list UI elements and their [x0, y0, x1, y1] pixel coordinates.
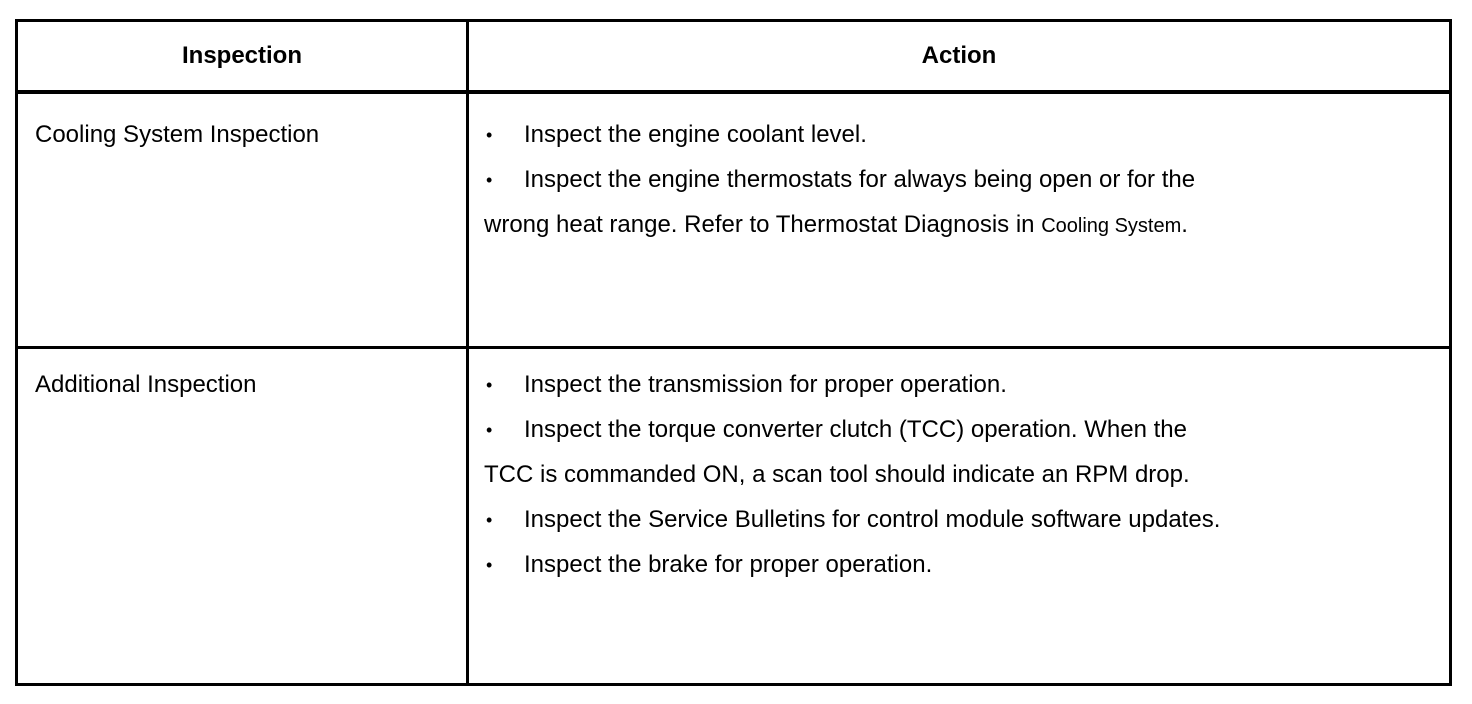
action-item-continuation [484, 459, 1424, 504]
bullet-icon: • [486, 375, 493, 395]
row-cooling-actions [484, 119, 1424, 254]
column-divider [466, 22, 469, 683]
bullet-icon: • [486, 125, 493, 145]
action-text: Inspect the transmission for proper operation. [524, 371, 1007, 398]
action-item [484, 504, 1424, 549]
row-divider [18, 346, 1449, 349]
header-divider [18, 90, 1449, 94]
header-action: Action [921, 42, 997, 69]
action-text: wrong heat range. Refer to Thermostat Diagnosis in [484, 211, 1042, 238]
action-text: Inspect the engine thermostats for always being open or for the [524, 166, 1196, 193]
action-text: TCC is commanded ON, a scan tool should indicate an RPM drop. [484, 461, 1190, 488]
action-text: Inspect the torque converter clutch (TCC) operation. When the [524, 416, 1187, 443]
bullet-icon: • [486, 170, 493, 190]
bullet-icon: • [486, 420, 493, 440]
inspection-table [15, 19, 1452, 686]
action-text-end: . [1181, 211, 1188, 238]
row-additional-actions [484, 369, 1424, 594]
action-text: Inspect the brake for proper operation. [524, 551, 933, 578]
row-cooling-label: Cooling System Inspection [35, 121, 320, 148]
bullet-icon: • [486, 555, 493, 575]
action-item [484, 369, 1424, 414]
cooling-system-reference: Cooling System [1041, 215, 1182, 237]
action-item [484, 549, 1424, 594]
action-text: Inspect the engine coolant level. [524, 121, 867, 148]
action-item [484, 119, 1424, 164]
action-text: Inspect the Service Bulletins for control module software updates. [524, 506, 1221, 533]
action-item [484, 164, 1424, 209]
row-additional-label: Additional Inspection [35, 371, 257, 398]
header-inspection: Inspection [181, 42, 302, 69]
bullet-icon: • [486, 510, 493, 530]
action-item-continuation [484, 209, 1424, 254]
action-item [484, 414, 1424, 459]
